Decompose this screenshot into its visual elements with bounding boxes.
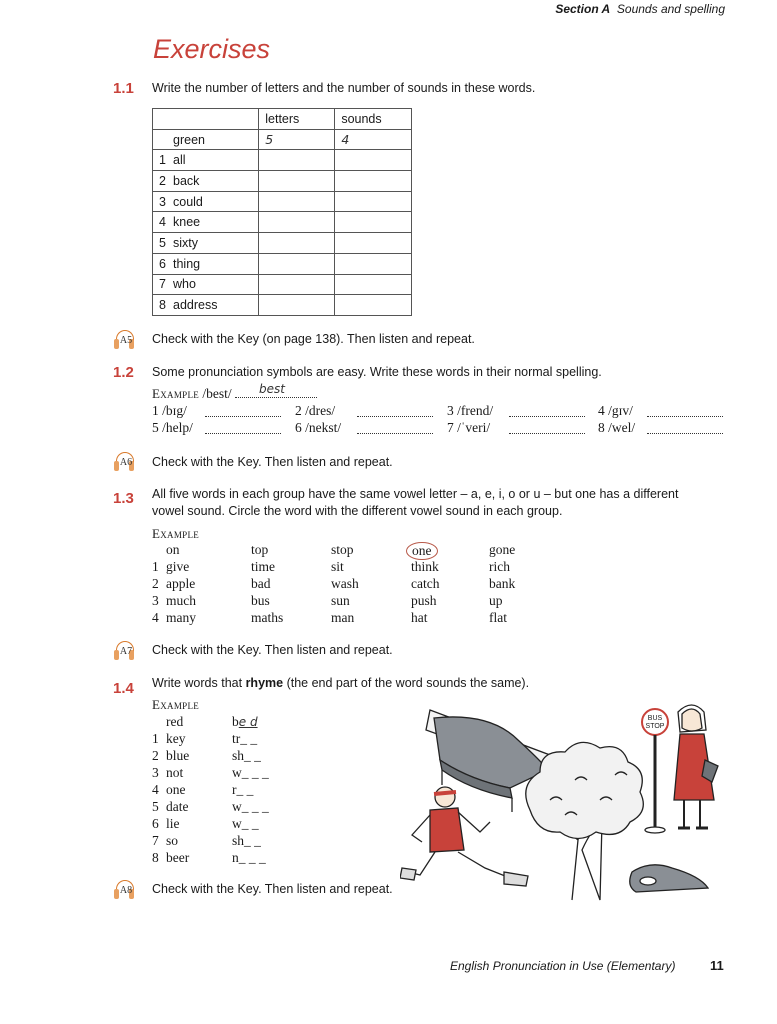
group-word[interactable]: wash [331,576,359,591]
vowel-groups [152,542,552,627]
group-word[interactable]: maths [251,610,284,625]
list-item: 8 beer [152,850,190,865]
exercise-1-1-instruction: Write the number of letters and the number of sounds in these words. [152,81,536,95]
circled-example-word: one [406,542,438,560]
sounds-cell[interactable] [335,171,412,192]
list-item: 2 /dres/ [295,403,336,418]
example-letters-answer[interactable]: 5 [259,129,335,150]
list-item: 6 /nekst/ [295,420,342,435]
answer-line[interactable] [509,406,585,417]
rhyme-cue[interactable]: n_ _ _ [232,850,266,865]
group-number: 1 [152,559,159,574]
table-row: 3 could [153,191,412,212]
row-word: who [173,277,196,292]
example-answer-line [235,382,317,398]
row-word: thing [173,256,201,271]
answer-line[interactable] [205,406,281,417]
group-word[interactable]: up [489,593,503,608]
example-word: on [166,542,180,557]
bus-stop-label-line2: STOP [645,723,665,730]
answer-line[interactable] [647,406,723,417]
list-item: 3 not [152,765,184,780]
rhyme-cue[interactable]: w_ _ [232,816,259,831]
tree-icon [526,742,644,900]
group-word[interactable]: catch [411,576,440,591]
table-header-row [153,109,412,130]
example-label: Example [152,386,200,401]
example-sounds-answer[interactable]: 4 [335,129,412,150]
list-item: 4 /gɪv/ [598,403,633,418]
page-number: 11 [710,958,724,973]
group-word[interactable]: push [411,593,437,608]
group-word[interactable]: many [166,610,196,625]
group-word[interactable]: sit [331,559,344,574]
audio-track-a6-icon[interactable]: A6 [114,452,136,472]
bus-stop-sign-icon [642,709,668,833]
sounds-cell[interactable] [335,274,412,295]
answer-line[interactable] [509,423,585,434]
rhyme-cue[interactable]: r_ _ [232,782,254,797]
row-word: knee [173,215,201,230]
exercise-1-3-instruction-1: All five words in each group have the same vowel letter – a, e, i, o or u – but one has a different [152,487,679,501]
exercise-1-2-example [152,382,317,402]
group-word[interactable]: flat [489,610,507,625]
check-text-a8: Check with the Key. Then listen and repeat. [152,882,393,896]
exercise-1-2-instruction: Some pronunciation symbols are easy. Write these words in their normal spelling. [152,365,602,379]
list-item: 8 /wel/ [598,420,636,435]
row-word: could [173,194,203,209]
section-topic: Sounds and spelling [616,2,725,16]
table-row: 8 address [153,295,412,316]
group-word[interactable]: time [251,559,275,574]
group-number: 2 [152,576,159,591]
check-text-a5: Check with the Key (on page 138). Then listen and repeat. [152,332,475,346]
example-label: Example [152,526,200,541]
list-item: 5 date [152,799,189,814]
example-word: top [251,542,269,557]
row-word: back [173,173,200,188]
letters-sounds-table [152,108,412,316]
example-word: stop [331,542,354,557]
letters-header: letters [259,109,335,130]
table-row-example [153,129,412,150]
list-item: 2 blue [152,748,190,763]
table-row: 5 sixty [153,233,412,254]
example-word: green [153,129,259,150]
list-item: 6 lie [152,816,180,831]
exercise-number-1-1: 1.1 [113,80,134,97]
audio-track-a7-icon[interactable]: A7 [114,641,136,661]
shoe-icon [630,865,708,892]
row-word: address [173,298,218,313]
group-word[interactable]: bad [251,576,271,591]
woman-icon [674,705,718,828]
group-word[interactable]: bus [251,593,270,608]
exercise-1-4-instruction: Write words that rhyme (the end part of the word sounds the same). [152,676,530,690]
list-item: 4 one [152,782,186,797]
list-item: 7 so [152,833,179,848]
example-word: red [166,714,184,729]
letters-cell[interactable] [259,295,335,316]
list-item: 5 /help/ [152,420,193,435]
check-text-a7: Check with the Key. Then listen and repeat. [152,643,393,657]
page-title: Exercises [153,34,271,64]
group-word[interactable]: bank [489,576,516,591]
letters-cell[interactable] [259,253,335,274]
group-number: 4 [152,610,159,625]
example-cue: be d [232,714,258,729]
sounds-cell[interactable] [335,253,412,274]
exercise-1-3-instruction-2: vowel sound. Circle the word with the different vowel sound in each group. [152,504,563,518]
table-row: 4 knee [153,212,412,233]
example-label: Example [152,697,200,712]
table-row: 2 back [153,171,412,192]
list-item: 1 key [152,731,186,746]
group-number: 3 [152,593,159,608]
group-word[interactable]: hat [411,610,428,625]
sounds-cell[interactable] [335,212,412,233]
table-row: 7 who [153,274,412,295]
audio-track-a5-icon[interactable]: A5 [114,330,136,350]
rhyme-list [152,714,302,869]
rhyme-cue[interactable]: sh_ _ [232,748,261,763]
sounds-cell[interactable] [335,295,412,316]
list-item: 3 /frend/ [447,403,494,418]
group-word[interactable]: much [166,593,196,608]
letters-cell[interactable] [259,233,335,254]
row-word: sixty [173,235,198,250]
list-item: 1 /bɪg/ [152,403,187,418]
example-answer: best [259,382,286,396]
example-word: gone [489,542,516,557]
group-word[interactable]: apple [166,576,196,591]
audio-track-a8-icon[interactable]: A8 [114,880,136,900]
rhyme-illustration [400,700,730,905]
group-word[interactable]: rich [489,559,510,574]
row-word: all [173,153,186,168]
answer-line[interactable] [205,423,281,434]
example-symbol: /best/ [202,386,232,401]
letters-cell[interactable] [259,150,335,171]
book-title-footer: English Pronunciation in Use (Elementary) [450,959,676,973]
runner-icon [400,787,528,886]
answer-line[interactable] [357,423,433,434]
letters-cell[interactable] [259,212,335,233]
rhyme-cue[interactable]: tr_ _ [232,731,258,746]
check-text-a6: Check with the Key. Then listen and repeat. [152,455,393,469]
rhyme-cue[interactable]: sh_ _ [232,833,261,848]
group-word[interactable]: give [166,559,190,574]
letters-cell[interactable] [259,171,335,192]
exercise-1-2-items [152,403,742,439]
exercise-number-1-4: 1.4 [113,680,134,697]
rhyme-cue[interactable]: w_ _ _ [232,765,269,780]
answer-line[interactable] [357,406,433,417]
table-row: 1 all [153,150,412,171]
sounds-cell[interactable] [335,191,412,212]
example-answer: e d [238,715,258,729]
table-row: 6 thing [153,253,412,274]
exercise-number-1-3: 1.3 [113,490,134,507]
group-word[interactable]: man [331,610,355,625]
answer-line[interactable] [647,423,723,434]
group-word[interactable]: think [411,559,439,574]
sounds-cell[interactable] [335,150,412,171]
letters-cell[interactable] [259,274,335,295]
bus-stop-label-line1: BUS [647,715,663,722]
letters-cell[interactable] [259,191,335,212]
sounds-header: sounds [335,109,412,130]
rhyme-cue[interactable]: w_ _ _ [232,799,269,814]
section-label: Section A [555,2,611,16]
sounds-cell[interactable] [335,233,412,254]
list-item: 7 /ˈveri/ [447,420,491,435]
running-head [555,2,725,16]
exercise-number-1-2: 1.2 [113,364,134,381]
group-word[interactable]: sun [331,593,350,608]
